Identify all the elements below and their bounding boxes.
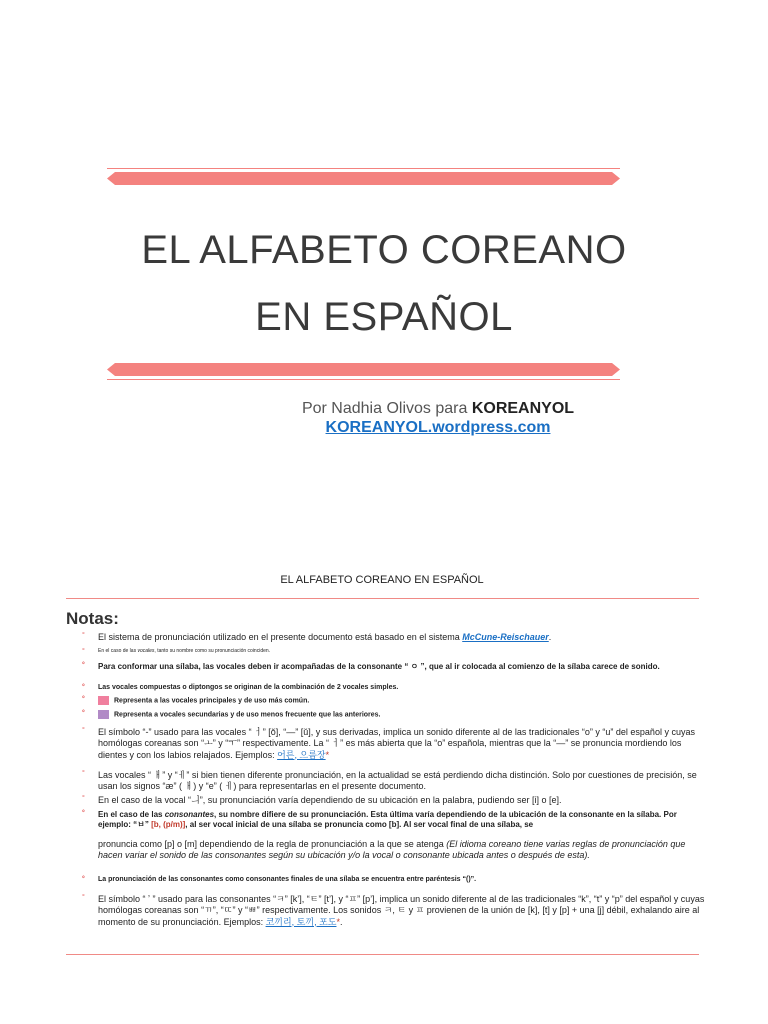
asterisk: * [325, 749, 330, 760]
bullet-icon: ° [82, 795, 85, 802]
author-line [0, 400, 768, 418]
decorative-band-top [107, 168, 620, 185]
bullet-icon: ° [82, 632, 85, 639]
note-text: El símbolo “ ʼ ” usado para las consonantes “ㅋ” [k’], “ㅌ” [t’], y “ㅍ” [p’], implica un sonido diferente al de las tradicionales “k”, “t” y “p” del español y cuyas homólogas coreanas son “ㄲ”, “ㄸ” y “ㅃ” respectivamente. Los sonidos ㅋ, ㅌ y ㅍ provienen de la unión de [k], [t] y [p] + una [j] débil, exhalando aire al momento de su pronunciación. Ejemplos: [98, 894, 705, 927]
purple-square-icon [98, 710, 109, 719]
bullet-icon: ° [82, 876, 85, 883]
note-text: El símbolo “-” usado para las vocales “ ㅓ” [ŏ], “—” [ŭ], y sus derivadas, implica un sonido diferente al de las tradicionales “o” y “u” del español y cuyas homólogas coreanas son “ㅗ” y “ㅜ” respectivamente. La “ ㅓ” es más abierta que la “o” española, mientras que la “—” se pronuncia mordiendo los dientes y con los labios relajados. Ejemplos: [98, 727, 695, 760]
note-item [82, 696, 706, 706]
note-item [82, 648, 706, 654]
note-text: Las vocales “ ㅐ” y “ㅔ” si bien tienen diferente pronunciación, en la actualidad se está perdiendo dicha distinción. Solo por cuestiones de precisión, se usan los signos “æ” ( ㅐ) y “e” ( ㅔ) para representarlas en el presente documento. [98, 770, 697, 792]
note-item [82, 662, 706, 672]
header-rule [66, 598, 699, 599]
note-item [82, 770, 706, 793]
author-brand: KOREANYOL [471, 400, 575, 417]
note-highlight: [b, (p/m)] [151, 820, 186, 829]
note-emphasis: (El idioma coreano tiene varias reglas de pronunciación que hacen variar el sonido de las consonantes según su ubicación y/o la vocal o consonante ubicada antes o después de esta). [98, 839, 686, 861]
note-text: El sistema de pronunciación utilizado en el presente documento está basado en el sistema [98, 632, 463, 642]
asterisk: * [336, 916, 340, 927]
note-text: En el caso de las [98, 648, 138, 654]
note-item: ° El símbolo “ ʼ ” usado para las consonantes “ㅋ” [k’], “ㅌ” [t’], y “ㅍ” [p’], implica un sonido diferente al de las tradicionales “k”, “t” y “p” del español y cuyas homólogas coreanas son “ㄲ”, “ㄸ” y “ㅃ” respectivamente. Los sonidos ㅋ, ㅌ y ㅍ provienen de la unión de [k], [t] y [p] + una [j] débil, exhalando aire al momento de su pronunciación. Ejemplos: 코끼리, 토끼, 포도*. [82, 894, 705, 927]
bullet-icon: ° [82, 696, 85, 703]
bullet-icon: ° [82, 770, 85, 777]
note-item [82, 684, 706, 693]
note-text: La pronunciación de las consonantes como consonantes finales de una sílaba se encuentra entre paréntesis “()”. [98, 876, 477, 883]
note-emphasis: consonantes [164, 810, 215, 819]
bullet-icon: ° [82, 662, 85, 669]
note-emphasis: vocales [137, 648, 155, 654]
note-item: ° El sistema de pronunciación utilizado en el presente documento está basado en el sistema McCune-Reischauer. [82, 632, 552, 642]
note-text: , su nombre difiere de su pronunciación. Esta última varía dependiendo de la ubicación de la consonante en la sílaba. Por ejemplo: “ㅂ” [98, 810, 677, 829]
page-header: EL ALFABETO COREANO EN ESPAÑOL [280, 574, 484, 586]
note-text: Representa a vocales secundarias y de uso menos frecuente que las anteriores. [114, 711, 381, 719]
mccune-link[interactable]: McCune-Reischauer [462, 632, 549, 642]
bullet-icon: ° [82, 727, 85, 734]
pink-square-icon [98, 696, 109, 705]
note-item [82, 795, 706, 806]
author-prefix: Por Nadhia Olivos para [301, 400, 472, 417]
bullet-icon: ° [82, 684, 85, 691]
note-text: , al ser vocal inicial de una sílaba se pronuncia como [b]. Al ser vocal final de una sílaba, se [185, 820, 534, 829]
note-text: En el caso de las [98, 810, 165, 819]
document-title-line1: EL ALFABETO COREANO [141, 228, 627, 272]
note-text: pronuncia como [p] o [m] dependiendo de la regla de pronunciación a la que se atenga [98, 839, 447, 849]
bullet-icon: ° [82, 710, 85, 717]
footer-rule [66, 954, 699, 955]
bullet-icon: ° [82, 648, 85, 655]
bullet-icon: ° [82, 894, 85, 901]
note-text: Para conformar una sílaba, las vocales deben ir acompañadas de la consonante “ ㅇ ”, que al ir colocada al comienzo de la sílaba carece de sonido. [98, 662, 660, 671]
note-text: Las vocales compuestas o diptongos se originan de la combinación de 2 vocales simples. [98, 684, 399, 691]
example-link-vowels[interactable]: 어른, 으름장 [277, 749, 326, 760]
note-text: Representa a las vocales principales y de uso más común. [114, 697, 310, 705]
note-item [82, 710, 706, 720]
document-title-line2: EN ESPAÑOL [255, 295, 513, 339]
note-continuation [82, 839, 706, 862]
note-text: , tanto su nombre como su pronunciación coinciden. [154, 648, 271, 654]
decorative-band-bottom [107, 363, 620, 380]
note-item [82, 876, 706, 885]
note-text: En el caso de la vocal “ㅢ”, su pronunciación varía dependiendo de su ubicación en la palabra, pudiendo ser [i] o [e]. [98, 795, 562, 805]
example-link-consonants[interactable]: 코끼리, 토끼, 포도 [265, 916, 337, 927]
note-item [82, 727, 706, 761]
bullet-icon: ° [82, 810, 85, 817]
website-link[interactable]: KOREANYOL.wordpress.com [325, 419, 551, 436]
note-item [82, 810, 706, 830]
notes-heading: Notas: [66, 609, 119, 628]
